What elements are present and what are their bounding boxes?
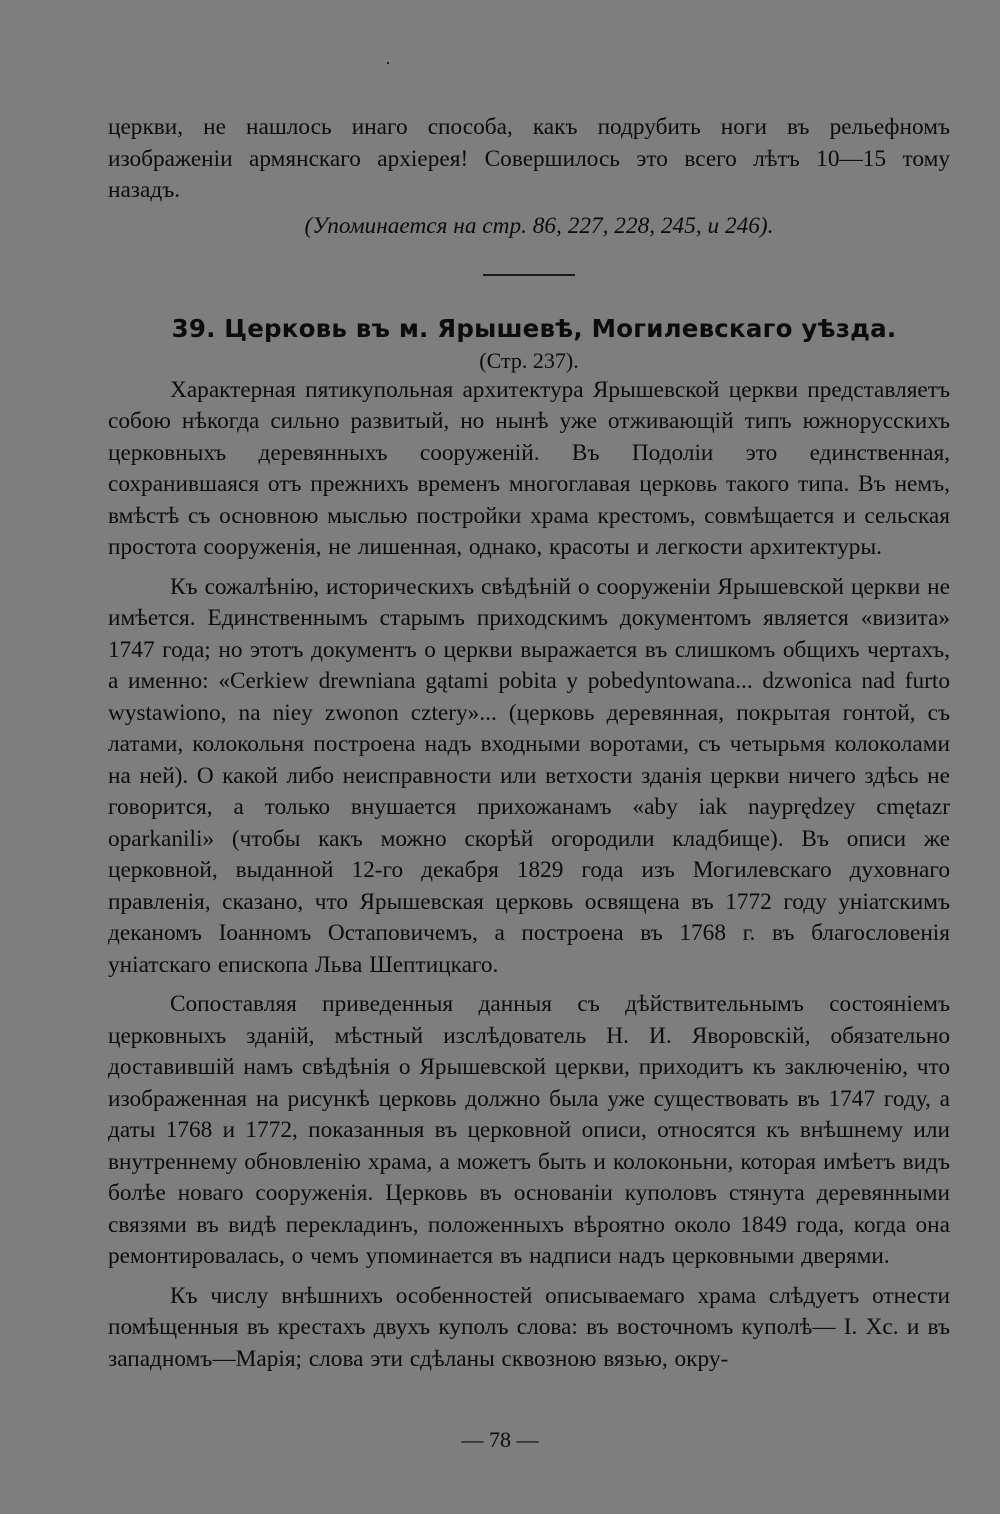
page-body <box>108 112 950 1375</box>
page-number: — 78 — <box>461 1427 539 1452</box>
section-heading: 39. Церковь въ м. Ярышевѣ, Могилевскаго уѣзда. <box>171 313 897 343</box>
paragraph-1: Характерная пятикупольная архитектура Ярышевской церкви представляетъ собою нѣкогда сильно развитый, но нынѣ уже отживающій типъ южнорусскихъ церковныхъ деревянныхъ сооруженій. Въ Подоліи это единственная, сохранившаяся отъ прежнихъ временъ многоглавая церковь такого типа. Въ немъ, вмѣстѣ съ основною мыслью постройки храма крестомъ, совмѣщается и сельская простота сооруженія, не лишенная, однако, красоты и легкости архитектуры. <box>108 376 950 560</box>
top-paragraph: церкви, не нашлось инаго способа, какъ подрубить ноги въ рельефномъ изображеніи армянскаго архіерея! Совершилось это всего лѣтъ 10—15 тому назадъ. <box>108 114 950 203</box>
section-divider <box>483 274 575 276</box>
reference-note: (Упоминается на стр. 86, 227, 228, 245, и 246). <box>304 212 774 239</box>
speck <box>387 62 389 64</box>
paragraph-4: Къ числу внѣшнихъ особенностей описываемаго храма слѣдуетъ отнести помѣщенныя въ крестахъ двухъ куполъ слова: въ восточномъ куполѣ— І. Хс. и въ западномъ—Марія; слова эти сдѣланы сквозною вязью, окру- <box>108 1282 950 1372</box>
paragraph-2: Къ сожалѣнію, историческихъ свѣдѣній о сооруженіи Ярышевской церкви не имѣется. Единственнымъ старымъ приходскимъ документомъ является «визита» 1747 года; но этотъ документъ о церкви выражается въ слишкомъ общихъ чертахъ, а именно: «Cerkiew drewniana gątami pobita y pobedyntowana... dzwonica nad furto wystawiono, na niey zwonon cztery»... (церковь деревянная, покрытая гонтой, съ латами, колокольня построена надъ входными воротами, съ четырьмя колоколами на ней). О какой либо неисправности или ветхости зданія церкви ничего здѣсь не говорится, а только внушается прихожанамъ «aby iak nayprędzey cmętazr oparkanili» (чтобы какъ можно скорѣй огородили кладбище). Въ описи же церковной, выданной 12-го декабря 1829 года изъ Могилевскаго духовнаго правленія, сказано, что Ярышевская церковь освящена въ 1772 году уніатскимъ деканомъ Іоанномъ Остаповичемъ, а построена въ 1768 г. въ благословенія уніатскаго епископа Льва Шептицкаго. <box>108 573 950 978</box>
section-page-ref: (Стр. 237). <box>479 347 579 373</box>
paragraph-3: Сопоставляя приведенныя данныя съ дѣйствительнымъ состояніемъ церковныхъ зданій, мѣстный изслѣдователь Н. И. Яворовскій, обязательно доставившій намъ свѣдѣнія о Ярышевской церкви, приходитъ къ заключенію, что изображенная на рисункѣ церковь должно была уже существовать въ 1747 году, а даты 1768 и 1772, показанныя въ церковной описи, относятся къ внѣшнему или внутреннему обновленію храма, а можетъ быть и колоконьни, которая имѣетъ видъ болѣе новаго сооруженія. Церковь въ основаніи куполовъ стянута деревянными связями въ видѣ перекладинъ, положенныхъ вѣроятно около 1849 года, когда она ремонтировалась, о чемъ упоминается въ надписи надъ церковными дверями. <box>108 991 950 1269</box>
